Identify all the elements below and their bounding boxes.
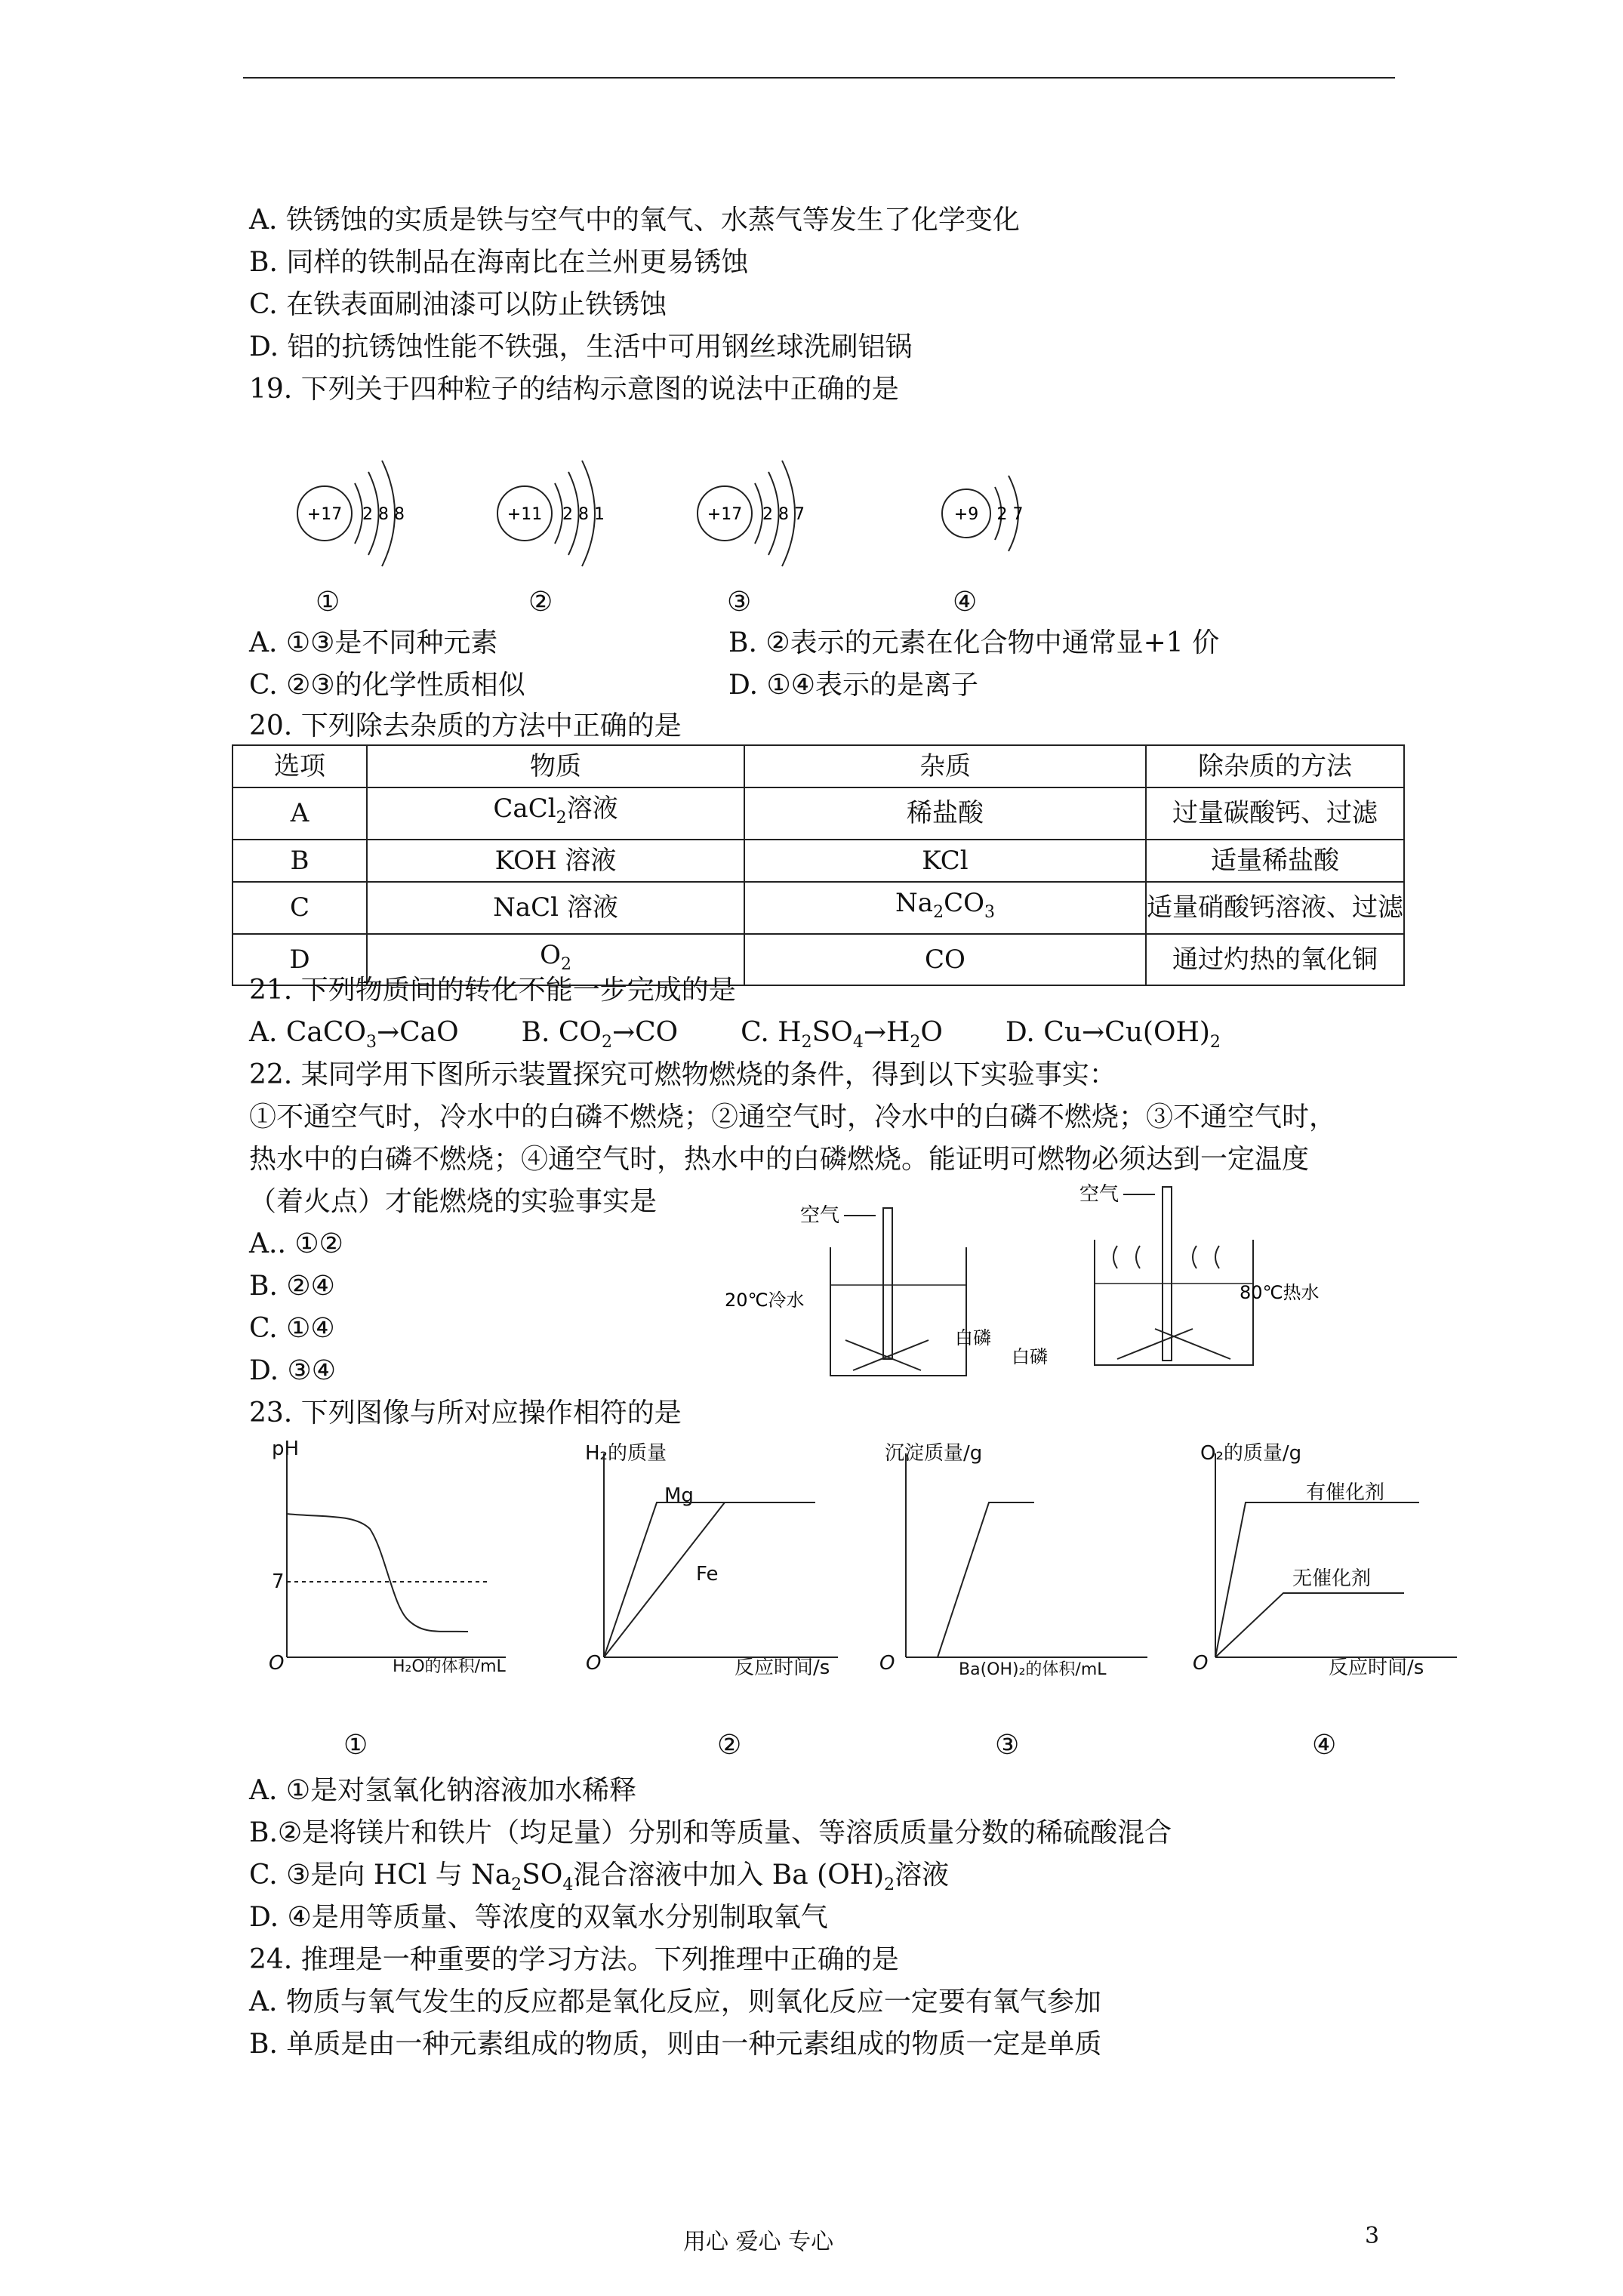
chart2-ylabel: H₂的质量: [585, 1442, 667, 1465]
chart1-origin: O: [269, 1652, 285, 1675]
svg-text:+11: +11: [507, 505, 543, 524]
q18-option-b: B. 同样的铁制品在海南比在兰州更易锈蚀: [249, 247, 749, 278]
q22-option-b: B. ②④: [249, 1271, 335, 1302]
svg-text:80℃热水: 80℃热水: [1240, 1282, 1320, 1303]
svg-text:2 7: 2 7: [996, 505, 1024, 524]
header-method: 除杂质的方法: [1146, 745, 1404, 787]
svg-text:+17: +17: [306, 505, 343, 524]
atom-label-4: ④: [953, 587, 978, 618]
chart4-xlabel: 反应时间/s: [1329, 1657, 1424, 1679]
chart1-tick: 7: [272, 1570, 285, 1593]
chart1-xlabel: H₂O的体积/mL: [393, 1657, 506, 1676]
atom-label-1: ①: [316, 587, 340, 618]
chart3-xlabel: Ba(OH)₂的体积/mL: [959, 1660, 1107, 1679]
atom-diagram-2: [497, 461, 605, 566]
header-impurity: 杂质: [744, 745, 1146, 787]
q18-option-a: A. 铁锈蚀的实质是铁与空气中的氧气、水蒸气等发生了化学变化: [249, 205, 1020, 236]
page-number: 3: [1365, 2223, 1380, 2249]
q19-option-d: D. ①④表示的是离子: [728, 670, 979, 701]
atom-label-3: ③: [727, 587, 752, 618]
chart4-label: ④: [1312, 1730, 1337, 1761]
header-substance: 物质: [367, 745, 744, 787]
chart2-label: ②: [717, 1730, 742, 1761]
cold-water-beaker: [725, 1204, 991, 1376]
atom-label-2: ②: [528, 587, 553, 618]
hot-water-beaker: [1012, 1183, 1320, 1367]
q22-stem: 22. 某同学用下图所示装置探究可燃物燃烧的条件，得到以下实验事实：: [249, 1059, 1116, 1090]
svg-text:+17: +17: [707, 505, 743, 524]
footer-motto: 用心 爱心 专心: [683, 2229, 834, 2255]
header-rule: [243, 77, 1395, 79]
table-row: C NaCl 溶液 $Na_2CO_3$ 适量硝酸钙溶液、过滤: [233, 882, 1404, 934]
chart4-origin: O: [1193, 1652, 1209, 1675]
q19-option-a: A. ①③是不同种元素: [249, 627, 498, 658]
q24-option-b: B. 单质是由一种元素组成的物质，则由一种元素组成的物质一定是单质: [249, 2029, 1102, 2060]
q22-line2: ①不通空气时，冷水中的白磷不燃烧；②通空气时，冷水中的白磷不燃烧；③不通空气时，: [249, 1102, 1337, 1133]
svg-text:空气: 空气: [1079, 1183, 1119, 1206]
q22-line3: 热水中的白磷不燃烧；④通空气时，热水中的白磷燃烧。能证明可燃物必须达到一定温度: [249, 1144, 1310, 1175]
svg-text:2 8 7: 2 8 7: [762, 505, 805, 524]
q19-stem: 19. 下列关于四种粒子的结构示意图的说法中正确的是: [249, 374, 899, 405]
svg-text:白磷: 白磷: [955, 1327, 991, 1348]
atom-diagram-1: [297, 461, 405, 566]
svg-text:+9: +9: [953, 505, 979, 524]
atom-structure-diagrams: [272, 438, 1102, 574]
q20-stem: 20. 下列除去杂质的方法中正确的是: [249, 710, 682, 741]
chart1-label: ①: [343, 1730, 368, 1761]
q22-option-a: A.. ①②: [249, 1228, 343, 1259]
chart4-ylabel: O₂的质量/g: [1200, 1442, 1302, 1465]
svg-text:20℃冷水: 20℃冷水: [725, 1290, 805, 1311]
chart2-origin: O: [586, 1652, 602, 1675]
chart1-ylabel: pH: [272, 1438, 300, 1460]
q19-option-c: C. ②③的化学性质相似: [249, 670, 525, 701]
q23-option-a: A. ①是对氢氧化钠溶液加水稀释: [249, 1775, 637, 1806]
q22-option-c: C. ①④: [249, 1313, 335, 1344]
table-row: A CaCl$_2$溶液 稀盐酸 过量碳酸钙、过滤: [233, 787, 1404, 840]
q23-option-d: D. ④是用等质量、等浓度的双氧水分别制取氧气: [249, 1902, 828, 1933]
chart3-origin: O: [879, 1652, 895, 1675]
atom-diagram-4: [942, 476, 1024, 551]
chart4-o2-mass: [1208, 1453, 1457, 1665]
svg-text:2 8 1: 2 8 1: [562, 505, 605, 524]
q21-stem: 21. 下列物质间的转化不能一步完成的是: [249, 975, 736, 1006]
q24-option-a: A. 物质与氧气发生的反应都是氧化反应，则氧化反应一定要有氧气参加: [249, 1986, 1101, 2017]
chart1-ph-dilution: [279, 1453, 506, 1665]
chart3-precipitate: [898, 1453, 1147, 1665]
svg-text:空气: 空气: [800, 1204, 840, 1227]
chart3-ylabel: 沉淀质量/g: [885, 1442, 983, 1465]
svg-text:2 8 8: 2 8 8: [362, 505, 405, 524]
q20-table: [232, 744, 1405, 986]
chart3-label: ③: [995, 1730, 1020, 1761]
q19-option-b: B. ②表示的元素在化合物中通常显+1 价: [728, 627, 1220, 658]
table-row: B KOH 溶液 KCl 适量稀盐酸: [233, 840, 1404, 882]
q23-option-b: B.②是将镁片和铁片（均足量）分别和等质量、等溶质质量分数的稀硫酸混合: [249, 1817, 1172, 1848]
q21-options: A. CaCO$_3$→CaO B. $CO_2\to CO$ C. $H_2SO_4\to H_2O$ D. $Cu\to Cu(OH)_2$: [249, 1017, 1221, 1052]
chart2-h2-mass: [596, 1453, 838, 1665]
chart2-fe: Fe: [696, 1563, 719, 1586]
table-header-row: [233, 745, 1404, 787]
q24-stem: 24. 推理是一种重要的学习方法。下列推理中正确的是: [249, 1944, 899, 1975]
q22-line4: （着火点）才能燃烧的实验事实是: [249, 1186, 658, 1217]
combustion-apparatus-diagram: [725, 1178, 1404, 1382]
q22-option-d: D. ③④: [249, 1355, 337, 1386]
q23-stem: 23. 下列图像与所对应操作相符的是: [249, 1398, 682, 1428]
q18-option-c: C. 在铁表面刷油漆可以防止铁锈蚀: [249, 289, 667, 320]
chart2-mg: Mg: [664, 1484, 694, 1507]
chart2-xlabel: 反应时间/s: [735, 1657, 830, 1679]
chart4-cat: 有催化剂: [1306, 1481, 1385, 1504]
table-row: D $O_2$ CO 通过灼热的氧化铜: [233, 934, 1404, 986]
svg-text:白磷: 白磷: [1012, 1346, 1048, 1367]
q18-option-d: D. 铝的抗锈蚀性能不铁强，生活中可用钢丝球洗刷铝锅: [249, 331, 913, 362]
atom-diagram-3: [698, 461, 805, 566]
q23-option-c: C. ③是向 HCl 与 $Na_2SO_4$混合溶液中加入 Ba $(OH)_2$溶液: [249, 1860, 950, 1895]
chart4-nocat: 无催化剂: [1292, 1567, 1372, 1590]
header-option: 选项: [233, 745, 367, 787]
